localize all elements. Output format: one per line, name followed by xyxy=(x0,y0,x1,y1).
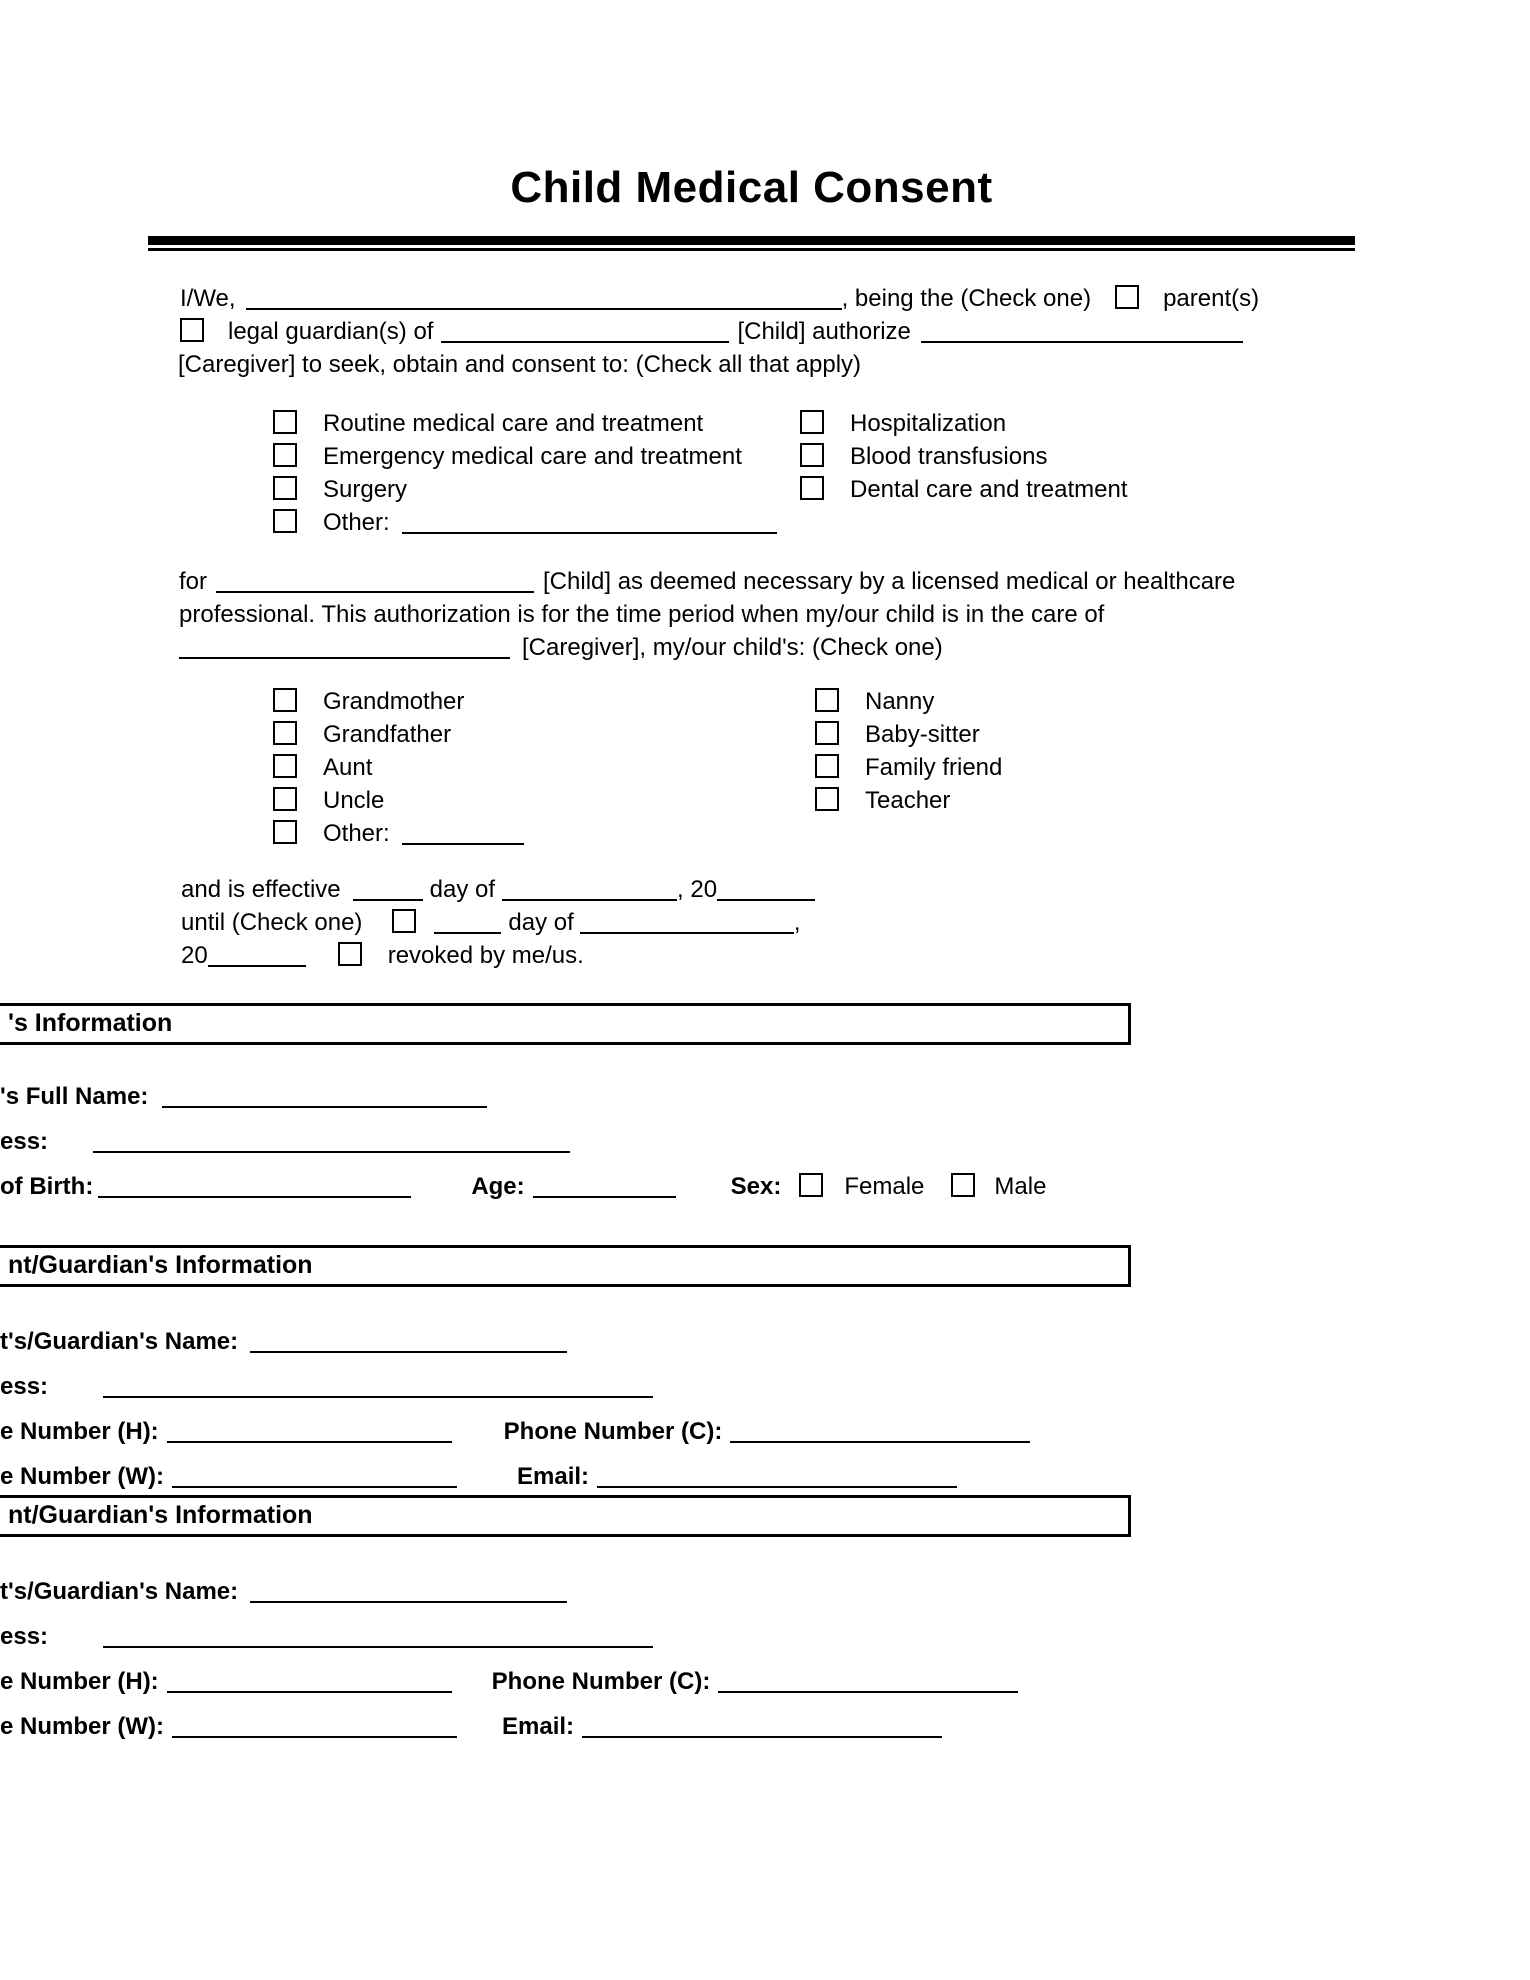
nanny-checkbox[interactable] xyxy=(815,688,839,712)
guardian1-section-header xyxy=(0,1245,1131,1287)
grandfather-checkbox[interactable] xyxy=(273,721,297,745)
uncle-checkbox[interactable] xyxy=(273,787,297,811)
guardian2-phone-w-blank[interactable] xyxy=(172,1716,457,1738)
intro-line-2 xyxy=(180,318,1243,346)
guardian1-phone-c-blank[interactable] xyxy=(730,1421,1030,1443)
list-item xyxy=(273,721,524,754)
guardian2-phone-h-blank[interactable] xyxy=(167,1671,452,1693)
effective-month-blank[interactable] xyxy=(502,879,677,901)
until-day-of-label: day of xyxy=(508,909,574,936)
child-address-label: ess: xyxy=(0,1128,49,1155)
intro-line-1 xyxy=(180,285,1259,313)
consent-other-blank[interactable] xyxy=(402,512,777,534)
routine-care-label: Routine medical care and treatment xyxy=(323,410,704,437)
teacher-label: Teacher xyxy=(865,787,951,814)
surgery-checkbox[interactable] xyxy=(273,476,297,500)
caregiver-other-blank[interactable] xyxy=(402,823,524,845)
consent-other-checkbox[interactable] xyxy=(273,509,297,533)
child-info-section-header xyxy=(0,1003,1131,1045)
routine-care-checkbox[interactable] xyxy=(273,410,297,434)
until-date-checkbox[interactable] xyxy=(392,909,416,933)
effective-day-of-label: day of xyxy=(429,876,496,903)
guardian2-address-label: ess: xyxy=(0,1623,49,1650)
guardian1-address-blank[interactable] xyxy=(103,1376,653,1398)
caregiver-other-label: Other: xyxy=(323,820,390,847)
effective-day-blank[interactable] xyxy=(353,879,423,901)
authorization-period-label: professional. This authorization is for the time period when my/our child is in the care of xyxy=(179,601,1105,628)
hospitalization-checkbox[interactable] xyxy=(800,410,824,434)
guardian2-address-row xyxy=(0,1623,653,1651)
parent-checkbox[interactable] xyxy=(1115,285,1139,309)
guardian1-email-label: Email: xyxy=(517,1463,590,1490)
authorize-caregiver-blank[interactable] xyxy=(921,321,1243,343)
authorization-line-1 xyxy=(179,568,1235,596)
baby-sitter-label: Baby-sitter xyxy=(865,721,980,748)
dental-care-checkbox[interactable] xyxy=(800,476,824,500)
caregiver-options-right-column xyxy=(815,688,1002,820)
authorization-line-3 xyxy=(179,634,943,662)
child-dob-label: of Birth: xyxy=(0,1173,94,1200)
for-label: for xyxy=(179,568,208,595)
until-label: until (Check one) xyxy=(181,909,363,936)
guardian2-name-label: t's/Guardian's Name: xyxy=(0,1578,239,1605)
teacher-checkbox[interactable] xyxy=(815,787,839,811)
guardian2-phone-h-label: e Number (H): xyxy=(0,1668,159,1695)
being-the-label: , being the (Check one) xyxy=(841,285,1092,312)
list-item xyxy=(273,787,524,820)
page-title: Child Medical Consent xyxy=(510,163,993,212)
title-rule xyxy=(148,236,1355,251)
consent-other-label: Other: xyxy=(323,509,390,536)
grandmother-label: Grandmother xyxy=(323,688,465,715)
family-friend-label: Family friend xyxy=(865,754,1003,781)
surgery-label: Surgery xyxy=(323,476,408,503)
emergency-care-label: Emergency medical care and treatment xyxy=(323,443,742,470)
for-child-blank[interactable] xyxy=(216,571,534,593)
hospitalization-label: Hospitalization xyxy=(850,410,1007,437)
guardian1-phone-h-blank[interactable] xyxy=(167,1421,452,1443)
title-rule-thin xyxy=(148,248,1355,251)
list-item xyxy=(800,476,1128,509)
caregiver-other-checkbox[interactable] xyxy=(273,820,297,844)
i-we-label: I/We, xyxy=(180,285,236,312)
effective-line-1 xyxy=(181,876,815,904)
guardian2-section-header xyxy=(0,1495,1131,1537)
guardian1-phone-w-label: e Number (W): xyxy=(0,1463,164,1490)
list-item xyxy=(800,443,1128,476)
caregiver-consent-label: [Caregiver] to seek, obtain and consent to: (Check all that apply) xyxy=(178,351,862,378)
guardian1-address-row xyxy=(0,1373,653,1401)
child-info-header-label: 's Information xyxy=(8,1009,173,1037)
family-friend-checkbox[interactable] xyxy=(815,754,839,778)
list-item xyxy=(273,410,777,443)
i-we-names-blank[interactable] xyxy=(246,288,842,310)
uncle-label: Uncle xyxy=(323,787,385,814)
guardian2-header-label: nt/Guardian's Information xyxy=(8,1501,313,1529)
intro-line-3 xyxy=(178,351,861,379)
revoked-label: revoked by me/us. xyxy=(387,942,584,969)
child-address-blank[interactable] xyxy=(93,1131,570,1153)
child-age-label: Age: xyxy=(471,1173,525,1200)
nanny-label: Nanny xyxy=(865,688,935,715)
guardian2-phone-w-row xyxy=(0,1713,942,1741)
guardian1-name-row xyxy=(0,1328,567,1356)
guardian1-name-label: t's/Guardian's Name: xyxy=(0,1328,239,1355)
guardian2-phone-c-label: Phone Number (C): xyxy=(491,1668,711,1695)
blood-transfusions-label: Blood transfusions xyxy=(850,443,1048,470)
effective-year-prefix: , 20 xyxy=(677,876,718,903)
until-year-prefix: 20 xyxy=(181,942,208,969)
child-full-name-label: 's Full Name: xyxy=(0,1083,149,1110)
female-label: Female xyxy=(844,1173,925,1200)
guardian2-name-blank[interactable] xyxy=(250,1581,567,1603)
child-sex-label: Sex: xyxy=(730,1173,782,1200)
child-authorize-label: [Child] authorize xyxy=(737,318,911,345)
child-dob-row xyxy=(0,1173,1046,1201)
child-name-row xyxy=(0,1083,487,1111)
deemed-necessary-label: [Child] as deemed necessary by a licensed medical or healthcare xyxy=(543,568,1236,595)
emergency-care-checkbox[interactable] xyxy=(273,443,297,467)
consent-options-left-column xyxy=(273,410,777,542)
list-item xyxy=(815,787,1002,820)
male-checkbox[interactable] xyxy=(951,1173,975,1197)
list-item xyxy=(273,476,777,509)
effective-line-3 xyxy=(181,942,584,970)
grandfather-label: Grandfather xyxy=(323,721,452,748)
list-item xyxy=(273,509,777,542)
until-day-blank[interactable] xyxy=(434,912,501,934)
guardian1-phone-w-row xyxy=(0,1463,957,1491)
until-year-blank[interactable] xyxy=(208,945,306,967)
care-of-caregiver-blank[interactable] xyxy=(179,637,510,659)
list-item xyxy=(815,754,1002,787)
blood-transfusions-checkbox[interactable] xyxy=(800,443,824,467)
list-item xyxy=(273,688,524,721)
consent-options-right-column xyxy=(800,410,1128,509)
guardian1-phone-c-label: Phone Number (C): xyxy=(503,1418,723,1445)
list-item xyxy=(800,410,1128,443)
caregiver-options-left-column xyxy=(273,688,524,853)
title-rule-thick xyxy=(148,236,1355,245)
guardian2-email-blank[interactable] xyxy=(582,1716,942,1738)
guardian2-phone-c-blank[interactable] xyxy=(718,1671,1018,1693)
until-month-blank[interactable] xyxy=(580,912,794,934)
dental-care-label: Dental care and treatment xyxy=(850,476,1128,503)
parents-option-label: parent(s) xyxy=(1163,285,1260,312)
child-age-blank[interactable] xyxy=(533,1176,676,1198)
grandmother-checkbox[interactable] xyxy=(273,688,297,712)
guardian1-address-label: ess: xyxy=(0,1373,49,1400)
guardian2-email-label: Email: xyxy=(502,1713,575,1740)
guardian1-phone-row xyxy=(0,1418,1030,1446)
effective-year-blank[interactable] xyxy=(717,879,815,901)
guardian1-phone-w-blank[interactable] xyxy=(172,1466,457,1488)
child-full-name-blank[interactable] xyxy=(162,1086,487,1108)
aunt-label: Aunt xyxy=(323,754,373,781)
guardian2-phone-w-label: e Number (W): xyxy=(0,1713,164,1740)
caregiver-check-one-label: [Caregiver], my/our child's: (Check one) xyxy=(522,634,943,661)
guardian-of-child-blank[interactable] xyxy=(441,321,729,343)
legal-guardian-checkbox[interactable] xyxy=(180,318,204,342)
effective-line-2 xyxy=(181,909,800,937)
guardian1-email-blank[interactable] xyxy=(597,1466,957,1488)
child-address-row xyxy=(0,1128,570,1156)
guardian1-phone-h-label: e Number (H): xyxy=(0,1418,159,1445)
baby-sitter-checkbox[interactable] xyxy=(815,721,839,745)
effective-prefix-label: and is effective xyxy=(181,876,341,903)
guardian1-header-label: nt/Guardian's Information xyxy=(8,1251,313,1279)
list-item xyxy=(273,754,524,787)
legal-guardian-label: legal guardian(s) of xyxy=(228,318,434,345)
male-label: Male xyxy=(994,1173,1047,1200)
female-checkbox[interactable] xyxy=(799,1173,823,1197)
guardian1-name-blank[interactable] xyxy=(250,1331,567,1353)
until-comma: , xyxy=(793,909,801,936)
list-item xyxy=(815,688,1002,721)
authorization-line-2 xyxy=(179,601,1104,629)
list-item xyxy=(815,721,1002,754)
aunt-checkbox[interactable] xyxy=(273,754,297,778)
guardian2-name-row xyxy=(0,1578,567,1606)
list-item xyxy=(273,820,524,853)
list-item xyxy=(273,443,777,476)
child-dob-blank[interactable] xyxy=(98,1176,411,1198)
guardian2-phone-row xyxy=(0,1668,1018,1696)
guardian2-address-blank[interactable] xyxy=(103,1626,653,1648)
revoked-checkbox[interactable] xyxy=(338,942,362,966)
